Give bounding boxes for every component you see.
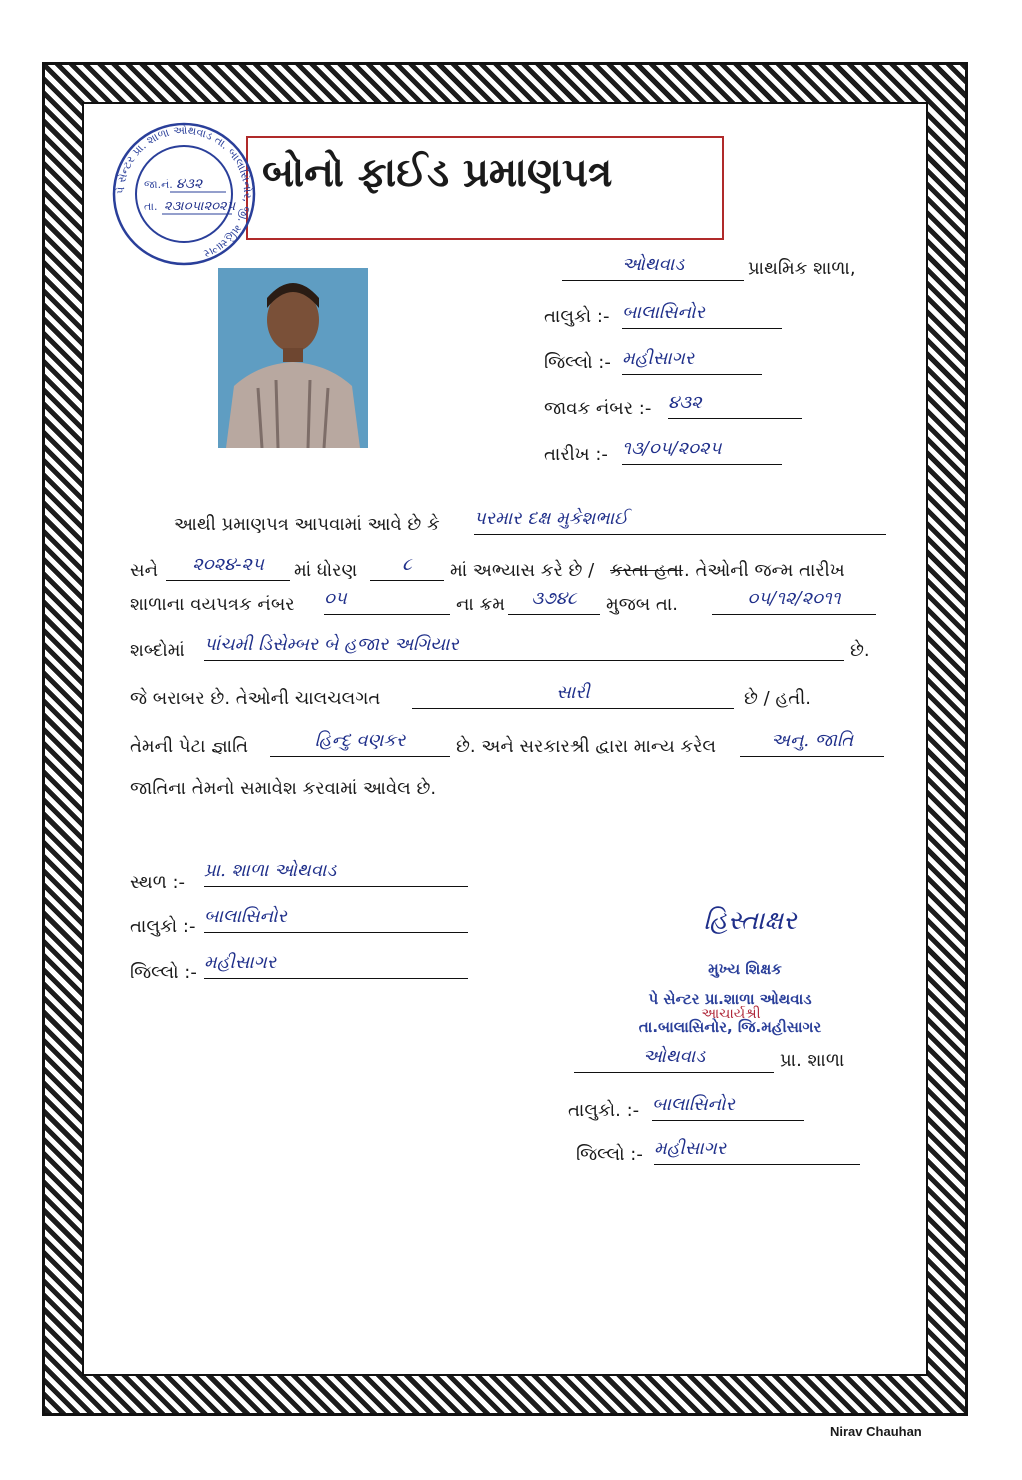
- header-taluka-value: બાલાસિનોર: [622, 302, 705, 323]
- body-words-suffix: છે.: [850, 640, 870, 661]
- header-district-value: મહીસાગર: [622, 348, 695, 369]
- header-school-value: ઓથવાડ: [621, 254, 685, 275]
- header-taluka-label: તાલુકો :-: [544, 306, 610, 327]
- std-value: ૮: [402, 554, 412, 575]
- body-conduct-prefix: જે બરાબર છે. તેઓની ચાલચલગત: [130, 688, 381, 709]
- seal-date-label: તા.: [144, 200, 158, 213]
- body-year-prefix: સને: [130, 560, 158, 581]
- register-value: ૦૫: [324, 588, 347, 609]
- student-name-field: [474, 508, 886, 535]
- dob-value: ૦૫/૧૨/૨૦૧૧: [747, 588, 841, 609]
- seal-date-value: ૨૩।૦૫।૨૦૨૫: [164, 199, 236, 214]
- header-school-field: [562, 254, 744, 281]
- sig-taluka-field: [652, 1094, 804, 1121]
- caste-value: હિન્દુ વણકર: [314, 730, 406, 751]
- body-std-label: માં ધોરણ: [294, 560, 358, 581]
- sig-district-value: મહીસાગર: [654, 1138, 727, 1159]
- sig-district-field: [654, 1138, 860, 1165]
- sig-school-field: [574, 1046, 774, 1073]
- school-seal-stamp: [104, 120, 266, 268]
- body-dob-label: . તેઓની જન્મ તારીખ: [684, 560, 845, 581]
- conduct-field: [412, 682, 734, 709]
- headteacher-signature: હિસ્તાક્ષર: [703, 906, 797, 936]
- place-taluka-label: તાલુકો :-: [130, 916, 196, 937]
- category-field: [740, 730, 884, 757]
- signature-role: મુખ્ય શિક્ષક: [708, 960, 782, 978]
- conduct-value: સારી: [556, 682, 590, 703]
- place-value: પ્રા. શાળા ઓથવાડ: [204, 860, 337, 881]
- caste-field: [270, 730, 450, 757]
- body-per-label: મુજબ તા.: [606, 594, 678, 615]
- dob-field: [712, 588, 876, 615]
- body-line7: જાતિના તેમનો સમાવેશ કરવામાં આવેલ છે.: [130, 778, 437, 799]
- body-conduct-suffix: છે / હતી.: [744, 688, 812, 709]
- sig-taluka-label: તાલુકો. :-: [568, 1100, 640, 1121]
- header-date-label: તારીખ :-: [544, 444, 608, 465]
- year-value: ૨૦૨૪-૨૫: [192, 554, 264, 575]
- stamp-line2: તા.બાલાસિનોર, જિ.મહીસાગર: [638, 1018, 822, 1036]
- header-outward-field: [668, 392, 802, 419]
- header-district-field: [622, 348, 762, 375]
- place-label: સ્થળ :-: [130, 872, 186, 893]
- header-outward-value: ૪૩૨: [668, 392, 702, 413]
- stamp-overlay-text: આચાર્યશ્રી: [701, 1006, 761, 1022]
- sig-taluka-value: બાલાસિનોર: [652, 1094, 735, 1115]
- sig-district-label: જિલ્લો :-: [576, 1144, 643, 1165]
- serial-field: [508, 588, 600, 615]
- body-caste-mid: છે. અને સરકારશ્રી દ્વારા માન્ય કરેલ: [456, 736, 717, 757]
- seal-ring-text: પે સેન્ટર પ્રા. શાળા ઓથવાડ તા. બાલાસિનોર, જી. મહિસાગર: [113, 123, 255, 261]
- header-date-value: ૧૩/૦૫/૨૦૨૫: [622, 438, 722, 459]
- body-caste-label: તેમની પેટા જ્ઞાતિ: [130, 736, 249, 757]
- header-taluka-field: [622, 302, 782, 329]
- place-taluka-value: બાલાસિનોર: [204, 906, 287, 927]
- year-field: [166, 554, 290, 581]
- category-value: અનુ. જાતિ: [770, 730, 854, 751]
- header-date-field: [622, 438, 782, 465]
- header-outward-label: જાવક નંબર :-: [544, 398, 652, 419]
- sig-school-suffix: પ્રા. શાળા: [780, 1050, 845, 1071]
- certificate-title: બોનો ફાઈડ પ્રમાણપત્ર: [262, 150, 613, 196]
- header-school-suffix: પ્રાથમિક શાળા,: [748, 258, 856, 279]
- body-struck-text: કરતા હતા: [610, 560, 684, 581]
- student-photo: [218, 268, 368, 448]
- stamp-line1: પે સેન્ટર પ્રા.શાળા ઓથવાડ: [648, 990, 812, 1008]
- header-district-label: જિલ્લો :-: [544, 352, 611, 373]
- place-district-label: જિલ્લો :-: [130, 962, 197, 983]
- body-study-text: માં અભ્યાસ કરે છે /: [450, 560, 595, 581]
- body-line1-prefix: આથી પ્રમાણપત્ર આપવામાં આવે છે કે: [174, 514, 440, 535]
- place-taluka-field: [204, 906, 468, 933]
- body-serial-label: ના ક્રમ: [456, 594, 505, 615]
- serial-value: ૩૭૪૮: [531, 588, 577, 609]
- dob-words-value: પાંચમી ડિસેમ્બર બે હજાર અગિયાર: [204, 634, 459, 655]
- place-field: [204, 860, 468, 887]
- dob-words-field: [204, 634, 844, 661]
- place-district-value: મહીસાગર: [204, 952, 277, 973]
- body-register-label: શાળાના વયપત્રક નંબર: [130, 594, 295, 615]
- register-field: [324, 588, 450, 615]
- sig-school-value: ઓથવાડ: [642, 1046, 706, 1067]
- std-field: [370, 554, 444, 581]
- seal-number-value: ૪૩૨: [176, 176, 203, 192]
- student-name-value: પરમાર દક્ષ મુકેશભાઈ: [474, 508, 628, 529]
- body-words-label: શબ્દોમાં: [130, 640, 185, 661]
- place-district-field: [204, 952, 468, 979]
- seal-number-label: જા.નં.: [144, 178, 173, 191]
- footer-credit: Nirav Chauhan: [830, 1424, 922, 1439]
